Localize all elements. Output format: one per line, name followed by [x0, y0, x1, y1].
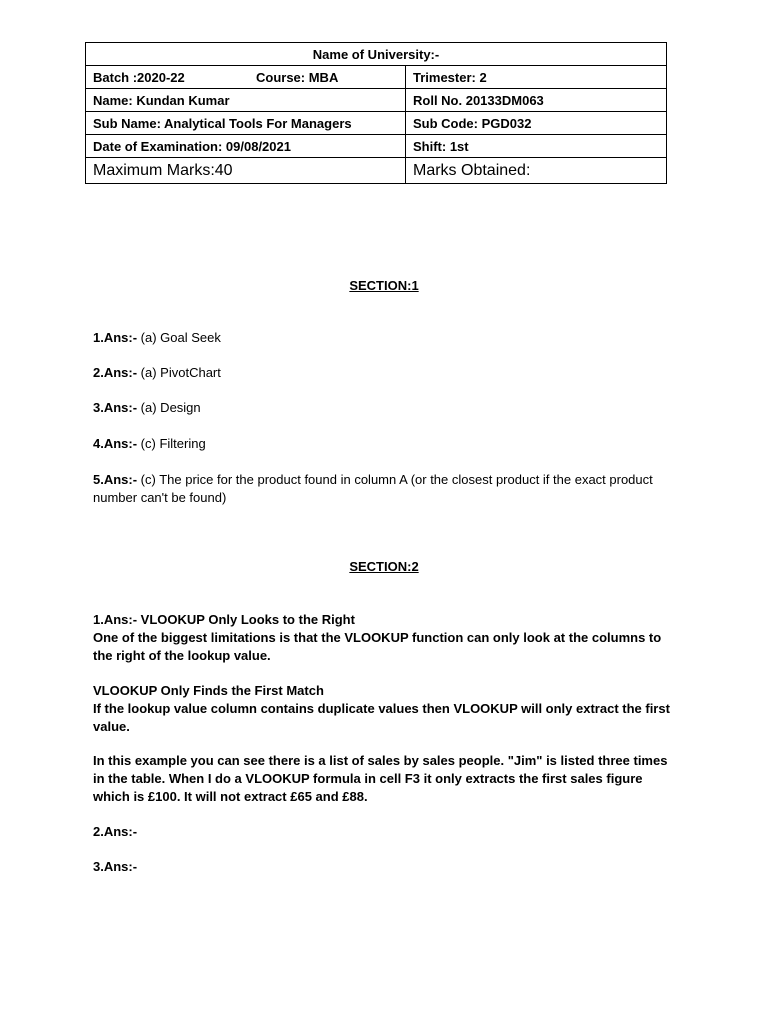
answer-1-heading-2: VLOOKUP Only Finds the First Match	[93, 683, 324, 698]
shift: Shift: 1st	[406, 135, 667, 158]
university-name: Name of University:-	[86, 43, 667, 66]
section-2-title: SECTION:2	[349, 559, 419, 574]
course: Course: MBA	[256, 69, 339, 85]
section-1-answer-2	[93, 364, 673, 382]
section-2-answer-2: 2.Ans:-	[93, 824, 138, 839]
section-1-answer-1	[93, 329, 673, 347]
answer-label: 2.Ans:-	[93, 365, 138, 380]
answer-label: 4.Ans:-	[93, 436, 138, 451]
batch: Batch :2020-22	[93, 69, 185, 85]
section-2-answer-1-part-3	[93, 752, 673, 806]
section-2-answer-3: 3.Ans:-	[93, 859, 138, 874]
batch-course-cell	[86, 66, 406, 89]
answer-label: 1.Ans:-	[93, 330, 138, 345]
answer-1-paragraph-3: In this example you can see there is a list of sales by sales people. "Jim" is listed three times in the table. When I do a VLOOKUP formula in cell F3 it only extracts the first sales figure which is £100. It will not extract £65 and £88.	[93, 753, 668, 804]
section-1-answer-3	[93, 399, 673, 417]
section-2-answer-1-part-2	[93, 682, 673, 736]
answer-text: (a) Design	[137, 400, 201, 415]
trimester: Trimester: 2	[406, 66, 667, 89]
answer-text: (c) Filtering	[137, 436, 206, 451]
answer-label: 3.Ans:-	[93, 400, 138, 415]
answer-text: (a) Goal Seek	[137, 330, 221, 345]
section-1-title: SECTION:1	[349, 278, 419, 293]
answer-1-paragraph-1: One of the biggest limitations is that the VLOOKUP function can only look at the columns to the right of the lookup value.	[93, 630, 662, 663]
marks-obtained: Marks Obtained:	[406, 158, 667, 184]
answer-label: 5.Ans:-	[93, 472, 138, 487]
section-1-answer-4	[93, 435, 673, 453]
answer-text: (a) PivotChart	[137, 365, 221, 380]
subject-code: Sub Code: PGD032	[406, 112, 667, 135]
header-table	[85, 42, 667, 184]
student-name: Name: Kundan Kumar	[86, 89, 406, 112]
answer-1-paragraph-2: If the lookup value column contains duplicate values then VLOOKUP will only extract the first value.	[93, 701, 670, 734]
section-1-answer-5	[93, 471, 673, 507]
answer-text: (c) The price for the product found in column A (or the closest product if the exact product number can't be found)	[93, 472, 653, 505]
roll-number: Roll No. 20133DM063	[406, 89, 667, 112]
answer-1-heading: 1.Ans:- VLOOKUP Only Looks to the Right	[93, 612, 355, 627]
exam-date: Date of Examination: 09/08/2021	[86, 135, 406, 158]
section-2-answer-1	[93, 611, 673, 665]
maximum-marks: Maximum Marks:40	[86, 158, 406, 184]
subject-name: Sub Name: Analytical Tools For Managers	[86, 112, 406, 135]
